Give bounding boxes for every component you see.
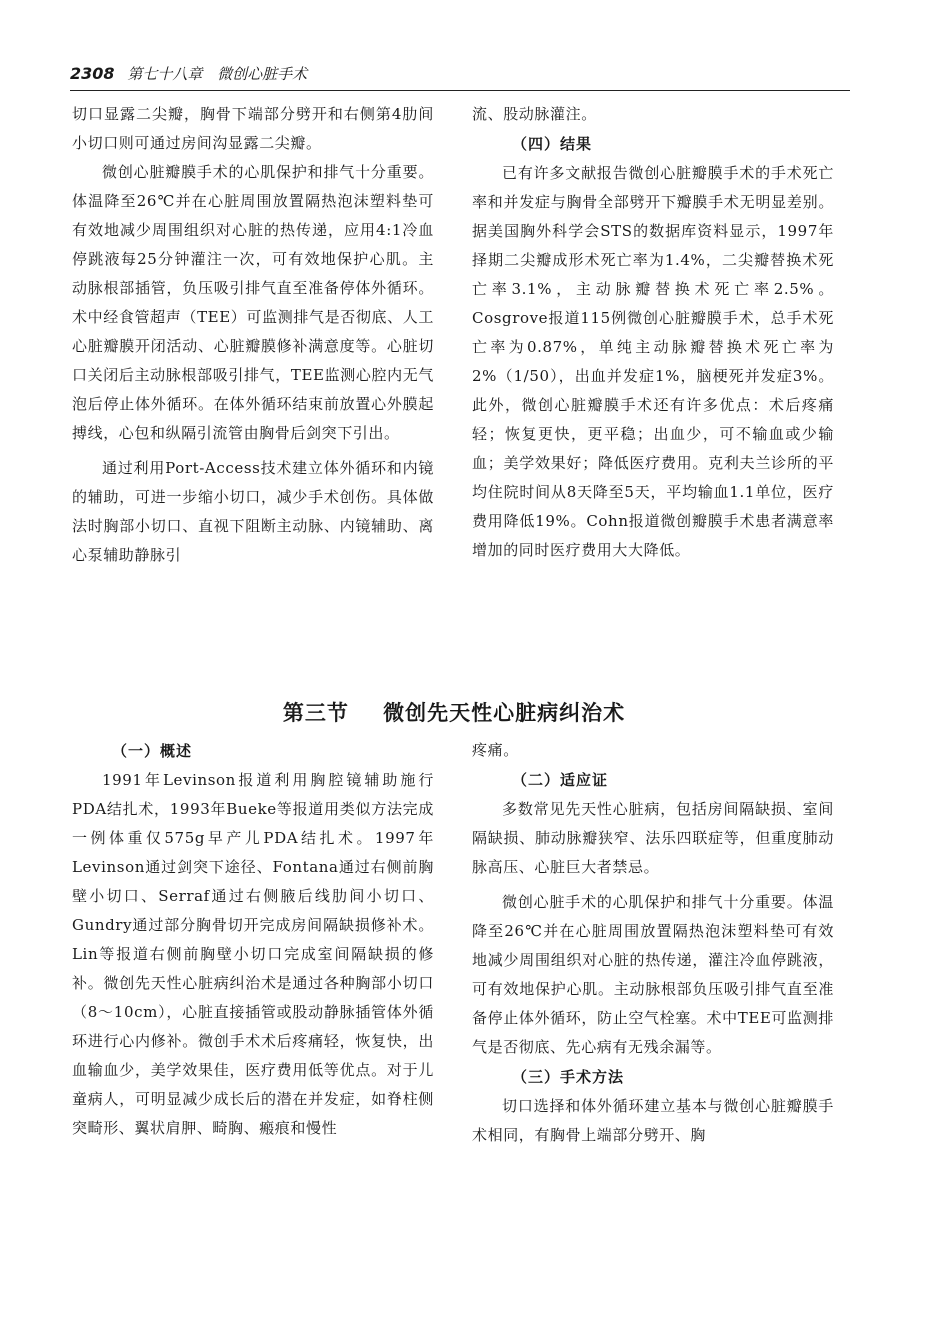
paragraph: 微创心脏瓣膜手术的心肌保护和排气十分重要。体温降至26℃并在心脏周围放置隔热泡沫塑料垫可有效地减少周围组织对心脏的热传递，应用4:1冷血停跳液每25分钟灌注一次，可有效地保护心肌。主动脉根部插管，负压吸引排气直至准备停体外循环。术中经食管超声（TEE）可监测排气是否彻底、人工心脏瓣膜开闭活动、心脏瓣膜修补满意度等。心脏切口关闭后主动脉根部吸引排气，TEE监测心腔内无气泡后停止体外循环。在体外循环结束前放置心外膜起搏线，心包和纵隔引流管由胸骨后剑突下引出。	[72, 163, 434, 442]
paragraph: 已有许多文献报告微创心脏瓣膜手术的手术死亡率和并发症与胸骨全部劈开下瓣膜手术无明显差别。据美国胸外科学会STS的数据库资料显示，1997年择期二尖瓣成形术死亡率为1.4%，二尖瓣替换术死亡率3.1%，主动脉瓣替换术死亡率2.5%。Cosgrove报道115例微创心脏瓣膜手术，总手术死亡率为0.87%，单纯主动脉瓣替换术死亡率为2%（1/50），出血并发症1%，脑梗死并发症3%。此外，微创心脏瓣膜手术还有许多优点：术后疼痛轻；恢复更快，更平稳；出血少，可不输血或少输血；美学效果好；降低医疗费用。克利夫兰诊所的平均住院时间从8天降至5天，平均输血1.1单位，医疗费用降低19%。Cohn报道微创瓣膜手术患者满意率增加的同时医疗费用大大降低。	[472, 164, 834, 559]
right-column-top	[472, 100, 834, 565]
chapter-number: 第七十八章	[127, 65, 203, 83]
paragraph: 流、股动脉灌注。	[472, 105, 597, 123]
running-header	[70, 64, 850, 84]
left-column-top	[72, 100, 434, 570]
chapter-title: 微创心脏手术	[217, 65, 308, 83]
right-column-bottom	[472, 736, 834, 1150]
paragraph: 1991年Levinson报道利用胸腔镜辅助施行PDA结扎术，1993年Bueke等报道用类似方法完成一例体重仅575g早产儿PDA结扎术。1997年Levinson通过剑突下途径、Fontana通过右侧前胸壁小切口、Serraf通过右侧腋后线肋间小切口、Gundry通过部分胸骨切开完成房间隔缺损修补术。Lin等报道右侧前胸壁小切口完成室间隔缺损的修补。微创先天性心脏病纠治术是通过各种胸部小切口（8～10cm），心脏直接插管或股动静脉插管体外循环进行心内修补。微创手术术后疼痛轻，恢复快，出血输血少，美学效果佳，医疗费用低等优点。对于儿童病人，可明显减少成长后的潜在并发症，如脊柱侧突畸形、翼状肩胛、畸胸、瘢痕和慢性	[72, 771, 434, 1137]
paragraph: 微创心脏手术的心肌保护和排气十分重要。体温降至26℃并在心脏周围放置隔热泡沫塑料垫可有效地减少周围组织对心脏的热传递，灌注冷血停跳液，可有效地保护心肌。主动脉根部负压吸引排气直至准备停止体外循环，防止空气栓塞。术中TEE可监测排气是否彻底、先心病有无残余漏等。	[472, 893, 834, 1056]
page-number: 2308	[70, 64, 115, 83]
paragraph: 切口选择和体外循环建立基本与微创心脏瓣膜手术相同，有胸骨上端部分劈开、胸	[472, 1097, 834, 1144]
paragraph: 疼痛。	[472, 741, 519, 759]
subheading-methods: （三）手术方法	[512, 1068, 625, 1086]
header-rule	[70, 90, 850, 91]
left-column-bottom	[72, 736, 434, 1143]
paragraph: 多数常见先天性心脏病，包括房间隔缺损、室间隔缺损、肺动脉瓣狭窄、法乐四联症等，但重度肺动脉高压、心脏巨大者禁忌。	[472, 800, 834, 876]
paragraph: 通过利用Port-Access技术建立体外循环和内镜的辅助，可进一步缩小切口，减少手术创伤。具体做法时胸部小切口、直视下阻断主动脉、内镜辅助、离心泵辅助静脉引	[72, 459, 434, 564]
subheading-overview: （一）概述	[112, 742, 193, 760]
section-title	[72, 698, 836, 728]
section-heading: 微创先天性心脏病纠治术	[383, 701, 626, 725]
subheading-results: （四）结果	[512, 135, 593, 153]
section-number: 第三节	[282, 701, 349, 725]
paragraph: 切口显露二尖瓣，胸骨下端部分劈开和右侧第4肋间小切口则可通过房间沟显露二尖瓣。	[72, 105, 434, 152]
subheading-indications: （二）适应证	[512, 771, 609, 789]
